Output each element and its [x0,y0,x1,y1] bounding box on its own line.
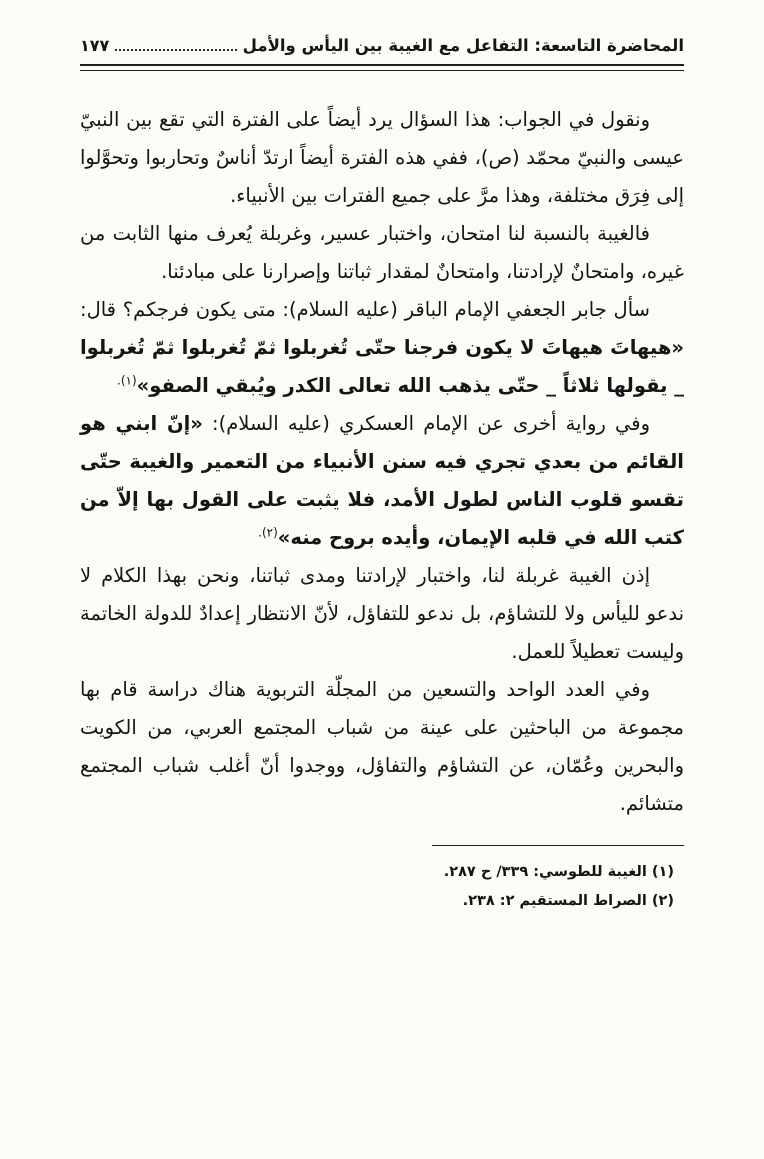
footnote-ref-1: (١). [117,373,137,388]
paragraph-4 [80,405,684,557]
paragraph-3-intro: سأل جابر الجعفي الإمام الباقر (عليه السلام): متى يكون فرجكم؟ قال: [80,298,650,322]
paragraph-4-intro: وفي رواية أخرى عن الإمام العسكري (عليه السلام): [202,412,650,436]
dotted-leader [115,49,236,51]
footnote-divider [432,845,684,846]
paragraph-6: وفي العدد الواحد والتسعين من المجلّة التربوية هناك دراسة قام بها مجموعة من الباحثين على عينة من شباب المجتمع العربي، من الكويت والبحرين وعُمّان، عن التشاؤم والتفاؤل، ووجدوا أنّ أغلب شباب المجتمع متشائم. [80,678,684,816]
footnote-1: (١) الغيبة للطوسي: ٣٣٩/ ح ٢٨٧. [443,864,674,881]
footnote-2: (٢) الصراط المستقيم ٢: ٢٣٨. [462,892,674,909]
paragraph-1: ونقول في الجواب: هذا السؤال يرد أيضاً على الفترة التي تقع بين النبيّ عيسى والنبيّ محمّد (ص)، ففي هذه الفترة أيضاً ارتدّ أناسٌ وتحاربوا وتحوَّلوا إلى فِرَق مختلفة، وهذا مرَّ على جميع الفترات بين الأنبياء. [80,108,684,208]
page-number: ١٧٧ [80,36,110,55]
hadith-quote-1: «هيهاتَ هيهاتَ لا يكون فرجنا حتّى تُغربلوا ثمّ تُغربلوا ثمّ تُغربلوا _ يقولها ثلاثاً _ حتّى يذهب الله تعالى الكدر ويُبقي الصفو» [80,336,684,398]
page-header [80,36,684,55]
paragraph-5: إذن الغيبة غربلة لنا، واختبار لإرادتنا ومدى ثباتنا، ونحن بهذا الكلام لا ندعو لليأس ولا للتشاؤم، بل ندعو للتفاؤل، لأنّ الانتظار إعدادٌ للدولة الخاتمة وليست تعطيلاً للعمل. [80,564,684,664]
footnote-ref-2: (٢). [258,525,278,540]
paragraph-2: فالغيبة بالنسبة لنا امتحان، واختبار عسير، وغربلة يُعرف منها الثابت من غيره، وامتحانٌ لإرادتنا، وامتحانٌ لمقدار ثباتنا وإصرارنا على مبادئنا. [80,222,684,284]
page-body [80,101,684,823]
hadith-quote-2: «إنّ ابني هو القائم من بعدي تجري فيه سنن الأنبياء من التعمير والغيبة حتّى تقسو قلوب الناس لطول الأمد، فلا يثبت على القول بها إلاّ من كتب الله في قلبه الإيمان، وأيده بروح منه» [80,412,684,550]
chapter-title: المحاضرة التاسعة: التفاعل مع الغيبة بين اليأس والأمل [242,36,684,55]
footnotes-section [80,845,684,915]
paragraph-3 [80,291,684,405]
header-divider [80,64,684,71]
